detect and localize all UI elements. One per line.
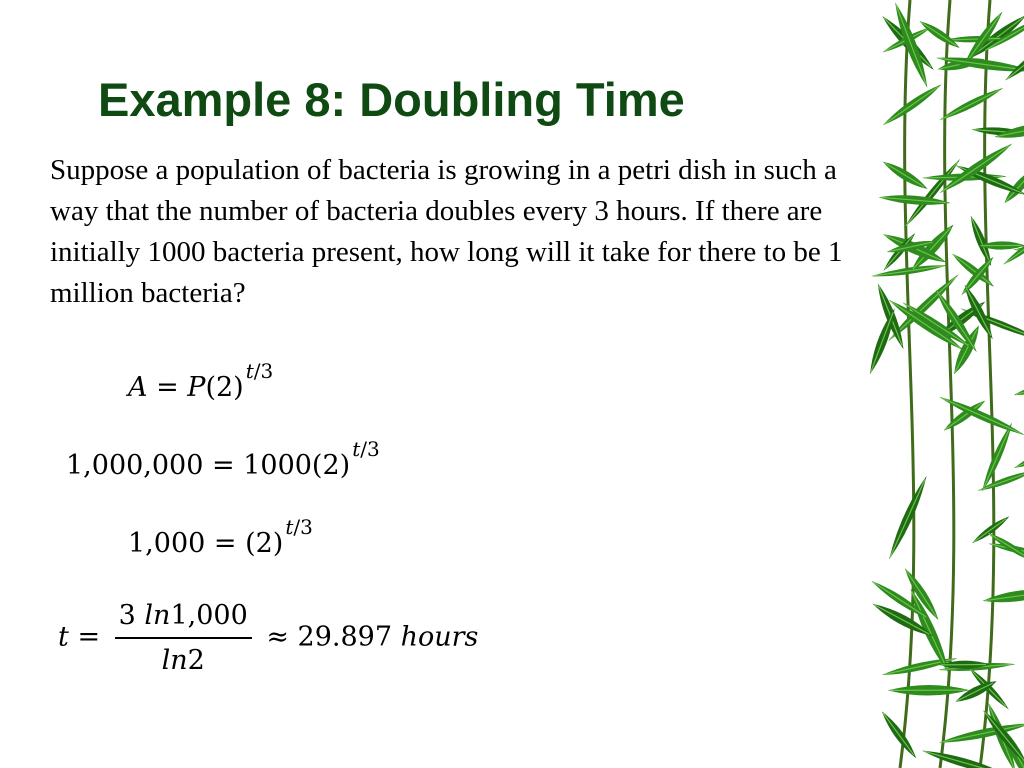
eq4-den-ln: ln [161, 645, 188, 676]
eq2-lhs: 1,000,000 [66, 450, 204, 481]
eq4-unit: hours [400, 621, 479, 653]
eq1-exponent [246, 361, 274, 381]
bamboo-leaf [902, 157, 963, 230]
eq2-exp-t: t [352, 437, 361, 461]
eq4-equals: = [68, 621, 109, 653]
eq4-num-coef: 3 [118, 600, 145, 631]
problem-text: Suppose a population of bacteria is growing in a petri dish in such a way that the number of bacteria doubles every 3 hours. If there are initially 1000 bacteria present, how long will it take for there to be 1 million bacteria? [50, 154, 843, 309]
equation-2 [66, 437, 380, 481]
eq3-exp-t: t [285, 515, 294, 539]
bamboo-leaf [878, 193, 951, 207]
bamboo-leaf [1013, 379, 1024, 398]
bamboo-leaf [888, 685, 969, 696]
bamboo-leaves-icon [850, 0, 1024, 768]
bamboo-leaf [885, 474, 930, 561]
equation-1 [128, 359, 274, 403]
eq3-exponent [285, 517, 313, 537]
eq3-base: (2) [245, 528, 284, 559]
eq2-base: 1000(2) [243, 450, 351, 481]
equation-4 [58, 602, 478, 674]
equation-3 [128, 515, 313, 559]
eq4-fraction [115, 602, 252, 674]
eq4-den-val: 2 [187, 645, 205, 676]
bamboo-leaf [1012, 439, 1024, 472]
bamboo-leaf [982, 586, 1024, 606]
eq1-base: (2) [205, 372, 244, 403]
eq4-num-ln: ln [144, 600, 171, 631]
fraction-bar [115, 637, 252, 639]
eq4-num-val: 1,000 [170, 600, 248, 631]
bamboo-leaf [879, 709, 920, 761]
bamboo-leaf [917, 18, 962, 52]
eq1-lhs: A [128, 372, 148, 403]
eq4-numerator [115, 602, 252, 629]
eq3-exp-rest: /3 [293, 515, 313, 539]
eq4-lhs: t [58, 621, 69, 653]
eq2-exponent [352, 439, 380, 459]
eq2-exp-rest: /3 [360, 437, 380, 461]
bamboo-leaf [881, 81, 944, 129]
eq4-approx: ≈ 29.897 [257, 621, 401, 653]
bamboo-leaf [871, 262, 948, 279]
bamboo-stem [980, 0, 994, 768]
eq4-denominator [115, 647, 252, 674]
bamboo-leaf [1003, 35, 1024, 83]
eq3-lhs: 1,000 [128, 528, 206, 559]
eq2-equals: = [203, 450, 244, 481]
eq1-exp-rest: /3 [253, 359, 274, 383]
eq3-equals: = [205, 528, 246, 559]
bamboo-leaf [938, 85, 1005, 124]
eq1-p: P [187, 372, 206, 403]
eq1-exp-t: t [245, 359, 254, 383]
bamboo-leaf [921, 746, 1010, 768]
eq1-equals: = [147, 372, 188, 403]
bamboo-leaf [976, 468, 1024, 494]
slide-title: Example 8: Doubling Time [98, 73, 685, 126]
